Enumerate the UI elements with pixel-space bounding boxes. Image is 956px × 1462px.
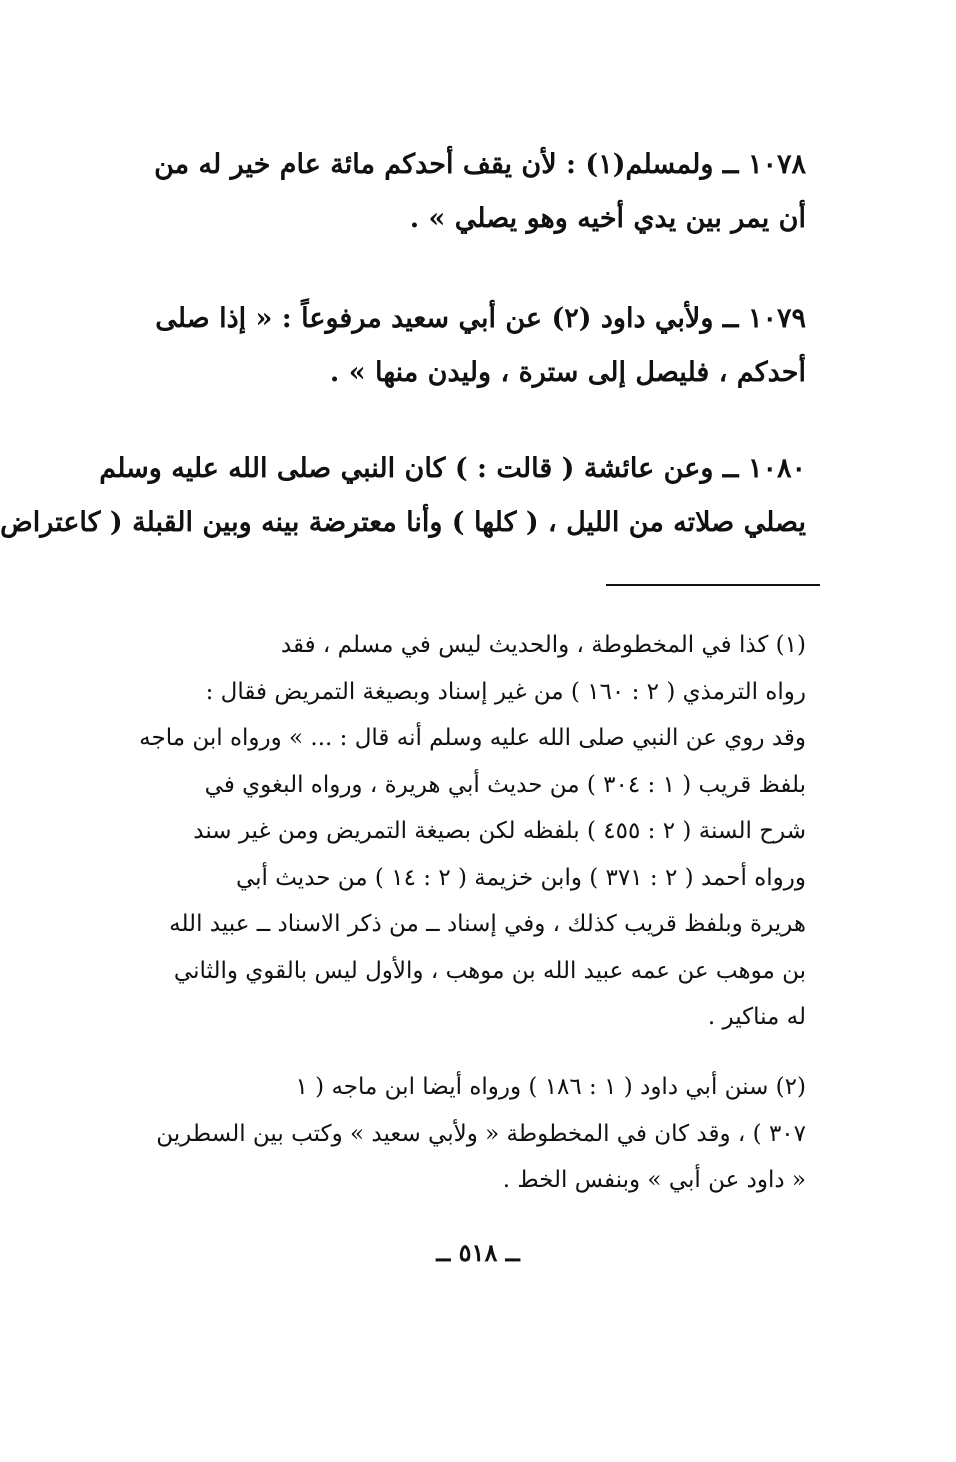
footnote-line: بلفظ قريب ( ١ : ٣٠٤ ) من حديث أبي هريرة ، ورواه البغوي في	[204, 771, 806, 798]
footnote-line: شرح السنة ( ٢ : ٤٥٥ ) بلفظه لكن بصيغة التمريض ومن غير سند	[193, 818, 806, 844]
footnote-line: (٢) سنن أبي داود ( ١ : ١٨٦ ) ورواه أيضا ابن ماجه ( ١	[295, 1074, 806, 1100]
footnote-2	[156, 1064, 806, 1204]
footnote-line: بن موهب عن عمه عبيد الله بن موهب ، والأول ليس بالقوي والثاني	[173, 957, 806, 984]
footnote-line: وقد روي عن النبي صلى الله عليه وسلم أنه قال : ... » ورواه ابن ماجه	[139, 725, 806, 751]
footnote-line: ٣٠٧ ) ، وقد كان في المخطوطة « ولأبي سعيد » وكتب بين السطرين	[156, 1120, 806, 1147]
hadith-line: ١٠٨٠ ــ وعن عائشة ( قالت : ) كان النبي صلى الله عليه وسلم	[99, 453, 806, 484]
footnote-line: (١) كذا في المخطوطة ، والحديث ليس في مسلم ، فقد	[280, 632, 806, 658]
hadith-1079	[156, 292, 806, 400]
page-number: ــ ٥١٨ ــ	[436, 1238, 520, 1267]
hadith-line: يصلي صلاته من الليل ، ( كلها ) وأنا معترضة بينه وبين القبلة ( كاعتراض	[0, 507, 806, 538]
hadith-1080	[0, 442, 806, 550]
footnote-line: « داود عن أبي » وبنفس الخط .	[502, 1167, 806, 1193]
footnote-line: ورواه أحمد ( ٢ : ٣٧١ ) وابن خزيمة ( ٢ : ١٤ ) من حديث أبي	[235, 864, 806, 891]
hadith-line: أن يمر بين يدي أخيه وهو يصلي » .	[409, 203, 806, 234]
hadith-1078	[156, 138, 806, 246]
footnote-line: له مناكير .	[707, 1004, 806, 1030]
footnote-divider	[606, 584, 820, 586]
footnote-line: رواه الترمذي ( ٢ : ١٦٠ ) من غير إسناد وبصيغة التمريض فقال :	[205, 678, 806, 705]
footnote-line: هريرة وبلفظ قريب كذلك ، وفي إسناد ــ من ذكر الاسناد ــ عبيد الله	[169, 911, 806, 937]
hadith-line: ١٠٧٩ ــ ولأبي داود (٢) عن أبي سعيد مرفوعاً : « إذا صلى	[155, 303, 806, 334]
footnote-1	[139, 622, 806, 1041]
hadith-line: ١٠٧٨ ــ ولمسلم(١) : لأن يقف أحدكم مائة عام خير له من	[154, 149, 806, 180]
hadith-line: أحدكم ، فليصل إلى سترة ، وليدن منها » .	[329, 357, 806, 388]
